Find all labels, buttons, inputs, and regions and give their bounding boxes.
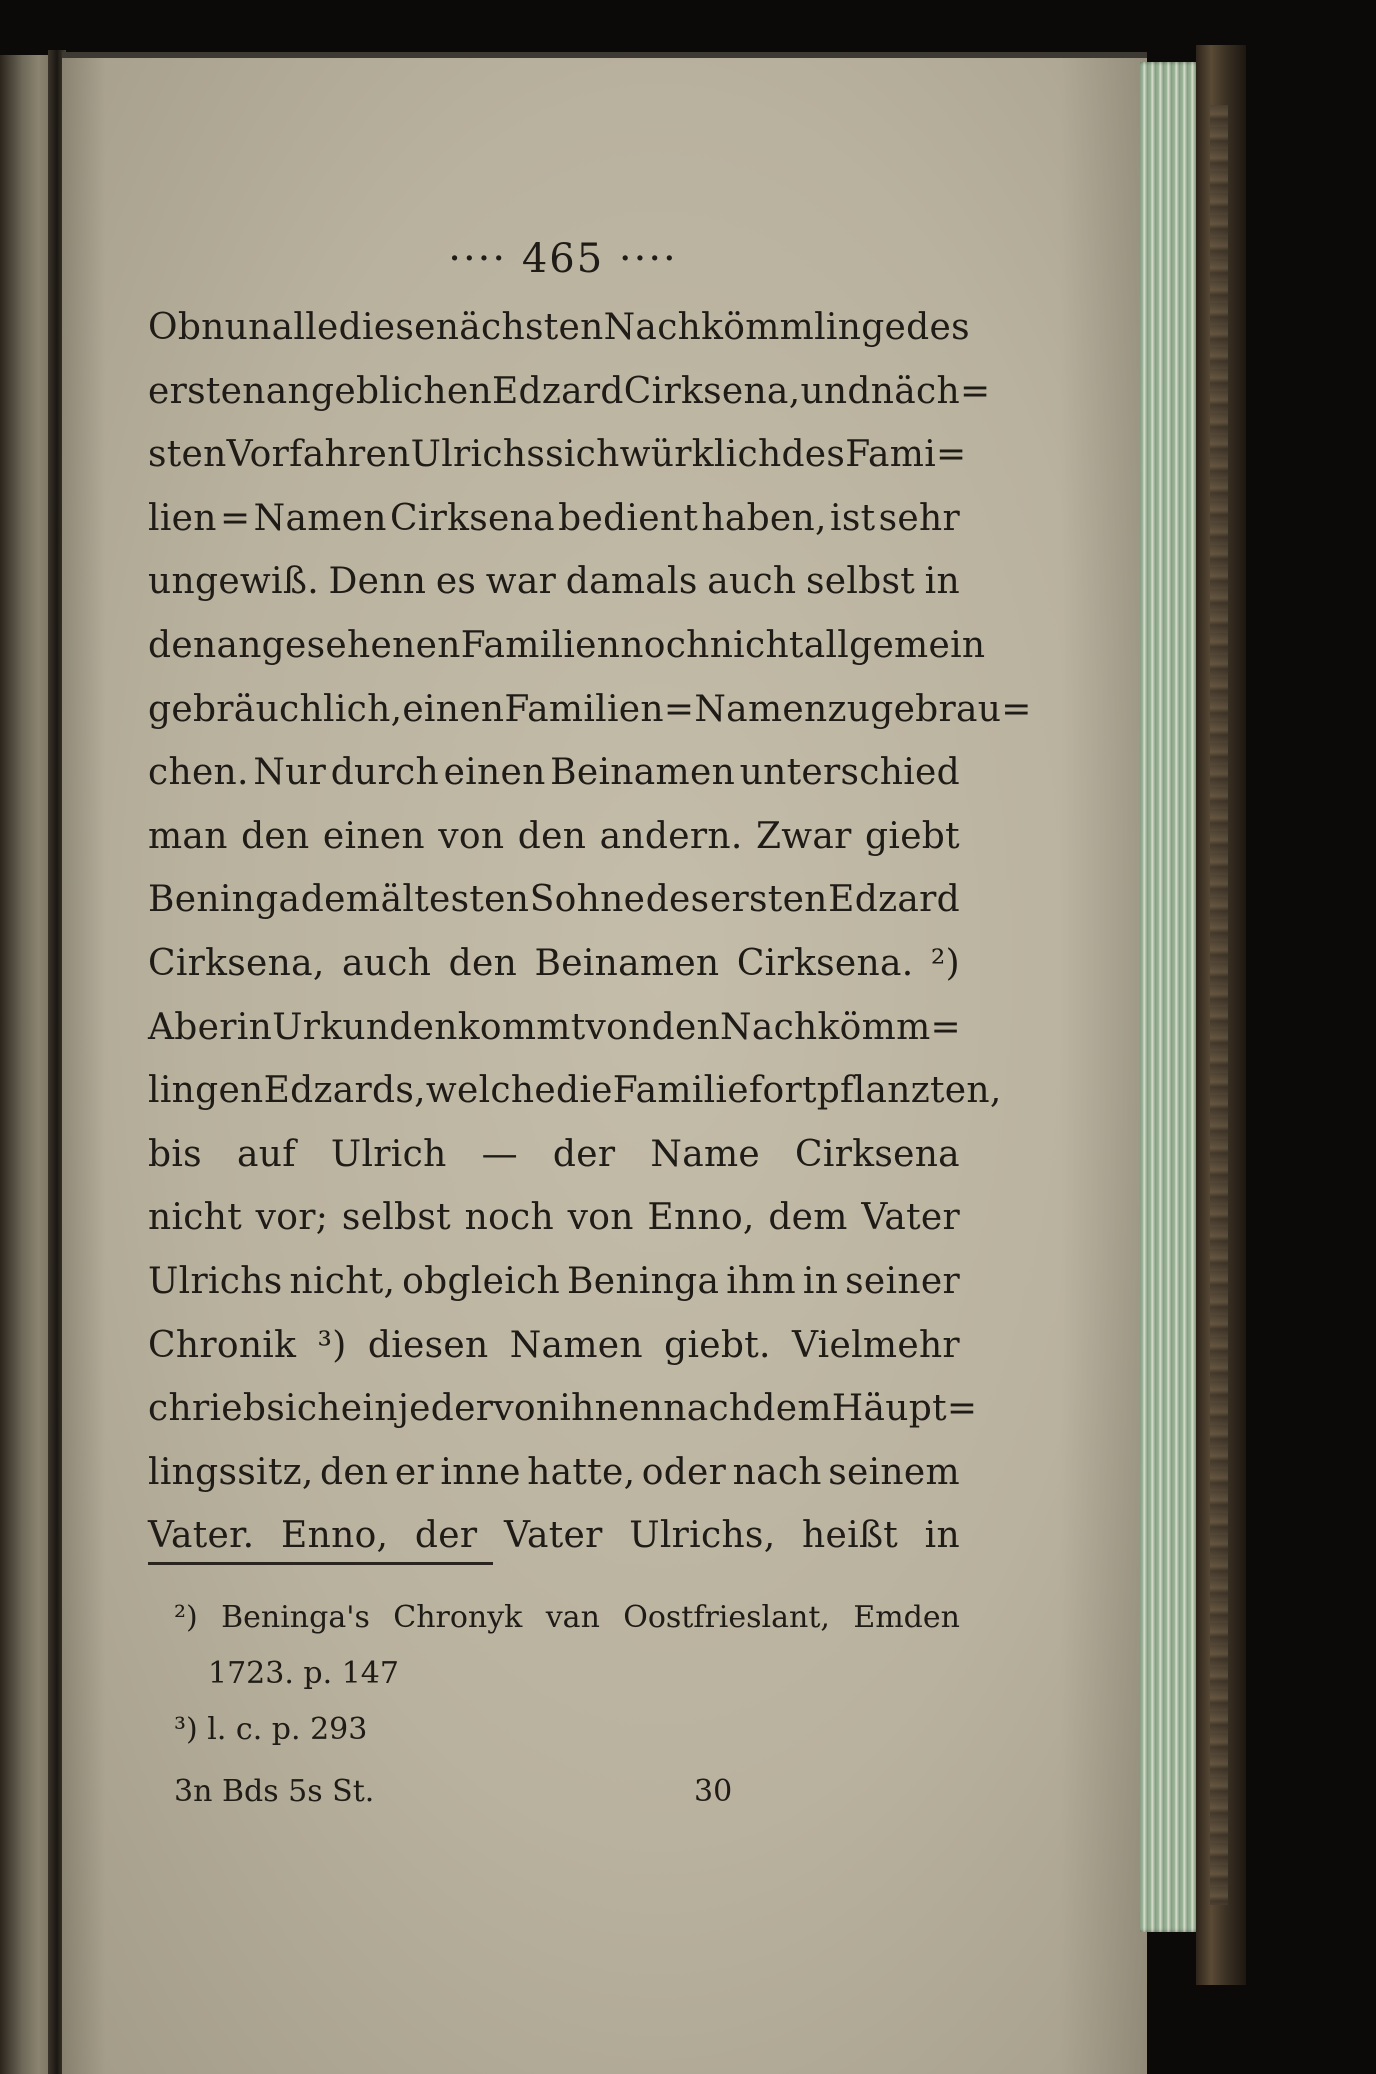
text-line: [148, 1250, 960, 1314]
text-line: [148, 932, 960, 996]
footnotes: [174, 1590, 974, 1758]
word: nach: [663, 1388, 753, 1430]
word: Beninga: [148, 879, 301, 921]
body-text: [148, 296, 1032, 1568]
word: Namen: [253, 497, 387, 539]
word: auch: [342, 942, 432, 984]
sheet-number: 30: [694, 1774, 733, 1809]
text-line: [148, 1314, 960, 1378]
word: angeblichen: [265, 370, 492, 412]
word: Häupt=: [831, 1388, 978, 1430]
word: den: [320, 1451, 389, 1493]
word: noch: [464, 1197, 555, 1239]
word: Enno,: [281, 1515, 389, 1557]
printer-signature: 3n Bds 5s St.: [174, 1774, 375, 1809]
word: Ulrichs,: [629, 1515, 776, 1557]
word: damals: [565, 561, 698, 603]
signature-row: [174, 1762, 774, 1822]
word: ältesten: [380, 879, 530, 921]
word: Cirksena.: [736, 942, 914, 984]
text-line: [148, 1123, 960, 1187]
word: des: [906, 307, 970, 348]
word: dem: [752, 1388, 832, 1430]
word: selbst: [341, 1197, 451, 1239]
word: Beninga's: [221, 1600, 370, 1635]
word: noch: [620, 624, 710, 666]
word: Cirksena: [389, 497, 555, 539]
word: angesehenen: [216, 624, 461, 666]
word: fortpflanzten,: [748, 1070, 1002, 1112]
word: unterschied: [739, 752, 960, 794]
text-line: [148, 550, 960, 614]
word: man: [148, 815, 228, 857]
word: Namen: [694, 688, 828, 730]
word: lien: [148, 497, 217, 539]
word: inne: [440, 1451, 521, 1493]
word: diese: [338, 307, 436, 348]
text-line: [148, 1441, 960, 1505]
word: näch=: [870, 370, 991, 412]
word: Vater: [861, 1197, 960, 1239]
word: Namen: [509, 1324, 643, 1366]
word: von: [567, 1197, 634, 1239]
word: ²): [174, 1600, 198, 1635]
word: Cirksena,: [623, 370, 801, 412]
word: sich: [545, 434, 620, 476]
word: welche: [425, 1070, 556, 1112]
word: in: [802, 1260, 839, 1302]
word: jeder: [397, 1388, 494, 1430]
word: Enno,: [647, 1197, 755, 1239]
footnote-3: ³) l. c. p. 293: [174, 1712, 368, 1747]
word: Ulrichs: [410, 434, 546, 476]
text-line: [148, 868, 960, 932]
word: Beinamen: [534, 942, 720, 984]
word: den: [651, 1006, 721, 1048]
word: in: [924, 561, 960, 603]
word: Vielmehr: [792, 1324, 960, 1366]
word: Ob: [148, 307, 202, 348]
word: einen: [322, 815, 425, 857]
word: Beninga: [566, 1260, 720, 1302]
word: bedient: [558, 497, 699, 539]
word: Familien: [504, 688, 664, 730]
word: durch: [330, 752, 439, 794]
word: kommt: [457, 1006, 586, 1048]
word: alle: [271, 307, 339, 348]
word: Oostfrieslant,: [623, 1600, 830, 1635]
word: diesen: [367, 1324, 489, 1366]
word: nicht: [709, 624, 804, 666]
word: des: [645, 879, 710, 921]
word: nächsten: [435, 307, 604, 348]
word: Edzards,: [263, 1070, 426, 1112]
word: ungewiß.: [148, 561, 319, 603]
word: Cirksena,: [148, 942, 325, 984]
word: es: [435, 561, 477, 603]
word: ersten: [148, 370, 266, 412]
text-line: [148, 678, 1032, 742]
word: =: [219, 497, 251, 539]
word: und: [800, 370, 871, 412]
word: chen.: [148, 752, 249, 794]
word: ihm: [726, 1260, 796, 1302]
text-line: [148, 1059, 1002, 1123]
word: einen: [443, 752, 546, 794]
word: dem: [768, 1197, 848, 1239]
word: zu: [827, 688, 871, 730]
word: hatte,: [527, 1451, 636, 1493]
word: —: [481, 1133, 518, 1175]
text-line: [148, 487, 960, 551]
word: Nachkömm=: [720, 1006, 961, 1048]
text-line: [148, 296, 970, 360]
word: Denn: [328, 561, 427, 603]
word: sehr: [878, 497, 960, 539]
word: Vorfahren: [226, 434, 411, 476]
word: der: [552, 1133, 616, 1175]
word: den: [241, 815, 310, 857]
word: Edzard: [828, 879, 960, 921]
word: war: [485, 561, 557, 603]
word: in: [236, 1006, 273, 1048]
word: Fami=: [845, 434, 967, 476]
word: nach: [732, 1451, 822, 1493]
word: ²): [930, 942, 960, 984]
text-line: [148, 805, 960, 869]
word: ihnen: [559, 1388, 664, 1430]
word: dem: [300, 879, 381, 921]
word: giebt: [865, 815, 960, 857]
word: lingen: [148, 1070, 264, 1112]
word: ³): [317, 1324, 347, 1366]
word: die: [555, 1070, 613, 1112]
word: Zwar: [755, 815, 852, 857]
left-page-edge: [0, 55, 55, 2074]
text-line: [148, 1186, 960, 1250]
text-line: [148, 360, 991, 424]
word: von: [585, 1006, 652, 1048]
text-line: [148, 1377, 978, 1441]
word: des: [781, 434, 846, 476]
page-number-header: ···· 465 ····: [448, 236, 678, 282]
word: Sohne: [529, 879, 646, 921]
word: nicht,: [289, 1260, 396, 1302]
word: Vater.: [148, 1515, 255, 1557]
word: chrieb: [148, 1388, 267, 1430]
word: von: [438, 815, 505, 857]
text-line: [148, 741, 960, 805]
word: Nachkömmlinge: [603, 307, 907, 348]
page-edges-stack: [1140, 62, 1204, 1932]
word: Cirksena: [795, 1133, 960, 1175]
text-line: [148, 996, 960, 1060]
word: er: [394, 1451, 434, 1493]
word: Ulrichs: [148, 1260, 283, 1302]
word: lingssitz,: [148, 1451, 314, 1493]
word: Urkunden: [272, 1006, 458, 1048]
word: auf: [236, 1133, 296, 1175]
word: Beinamen: [550, 752, 736, 794]
book-cover-edge: [1196, 45, 1246, 1985]
word: ist: [830, 497, 876, 539]
word: von: [493, 1388, 560, 1430]
text-line: [148, 614, 986, 678]
main-text: [148, 228, 1032, 1568]
word: der: [414, 1515, 478, 1557]
word: seinem: [828, 1451, 960, 1493]
word: ein: [340, 1388, 398, 1430]
word: den: [517, 815, 587, 857]
word: sten: [148, 434, 227, 476]
word: seiner: [845, 1260, 960, 1302]
word: Aber: [148, 1006, 237, 1048]
word: Name: [650, 1133, 761, 1175]
footnote-2-continued: 1723. p. 147: [208, 1656, 399, 1691]
word: heißt: [802, 1515, 899, 1557]
text-line: [148, 1504, 960, 1568]
word: nun: [201, 307, 272, 348]
word: van: [545, 1600, 600, 1635]
word: Nur: [253, 752, 327, 794]
word: Emden: [853, 1600, 960, 1635]
word: allgemein: [803, 624, 986, 666]
word: den: [448, 942, 518, 984]
word: =: [663, 688, 695, 730]
word: ersten: [709, 879, 828, 921]
word: Vater: [503, 1515, 603, 1557]
word: den: [148, 624, 217, 666]
word: obgleich: [402, 1260, 561, 1302]
word: giebt.: [664, 1324, 771, 1366]
word: in: [924, 1515, 960, 1557]
word: würklich: [619, 434, 782, 476]
word: andern.: [599, 815, 743, 857]
word: Chronyk: [393, 1600, 523, 1635]
word: sich: [266, 1388, 341, 1430]
word: oder: [641, 1451, 727, 1493]
word: Ulrich: [330, 1133, 447, 1175]
word: haben,: [701, 497, 827, 539]
word: einen: [402, 688, 505, 730]
word: selbst: [805, 561, 916, 603]
word: vor;: [255, 1197, 329, 1239]
word: Chronik: [148, 1324, 297, 1366]
footnote-2: [174, 1590, 960, 1646]
word: gebrau=: [870, 688, 1032, 730]
word: Familien: [460, 624, 621, 666]
footnote-rule: [148, 1562, 493, 1565]
word: nicht: [148, 1197, 243, 1239]
text-line: [148, 423, 967, 487]
word: Familie: [612, 1070, 749, 1112]
word: Edzard: [491, 370, 624, 412]
word: bis: [148, 1133, 202, 1175]
word: gebräuchlich,: [148, 688, 403, 730]
word: auch: [707, 561, 797, 603]
